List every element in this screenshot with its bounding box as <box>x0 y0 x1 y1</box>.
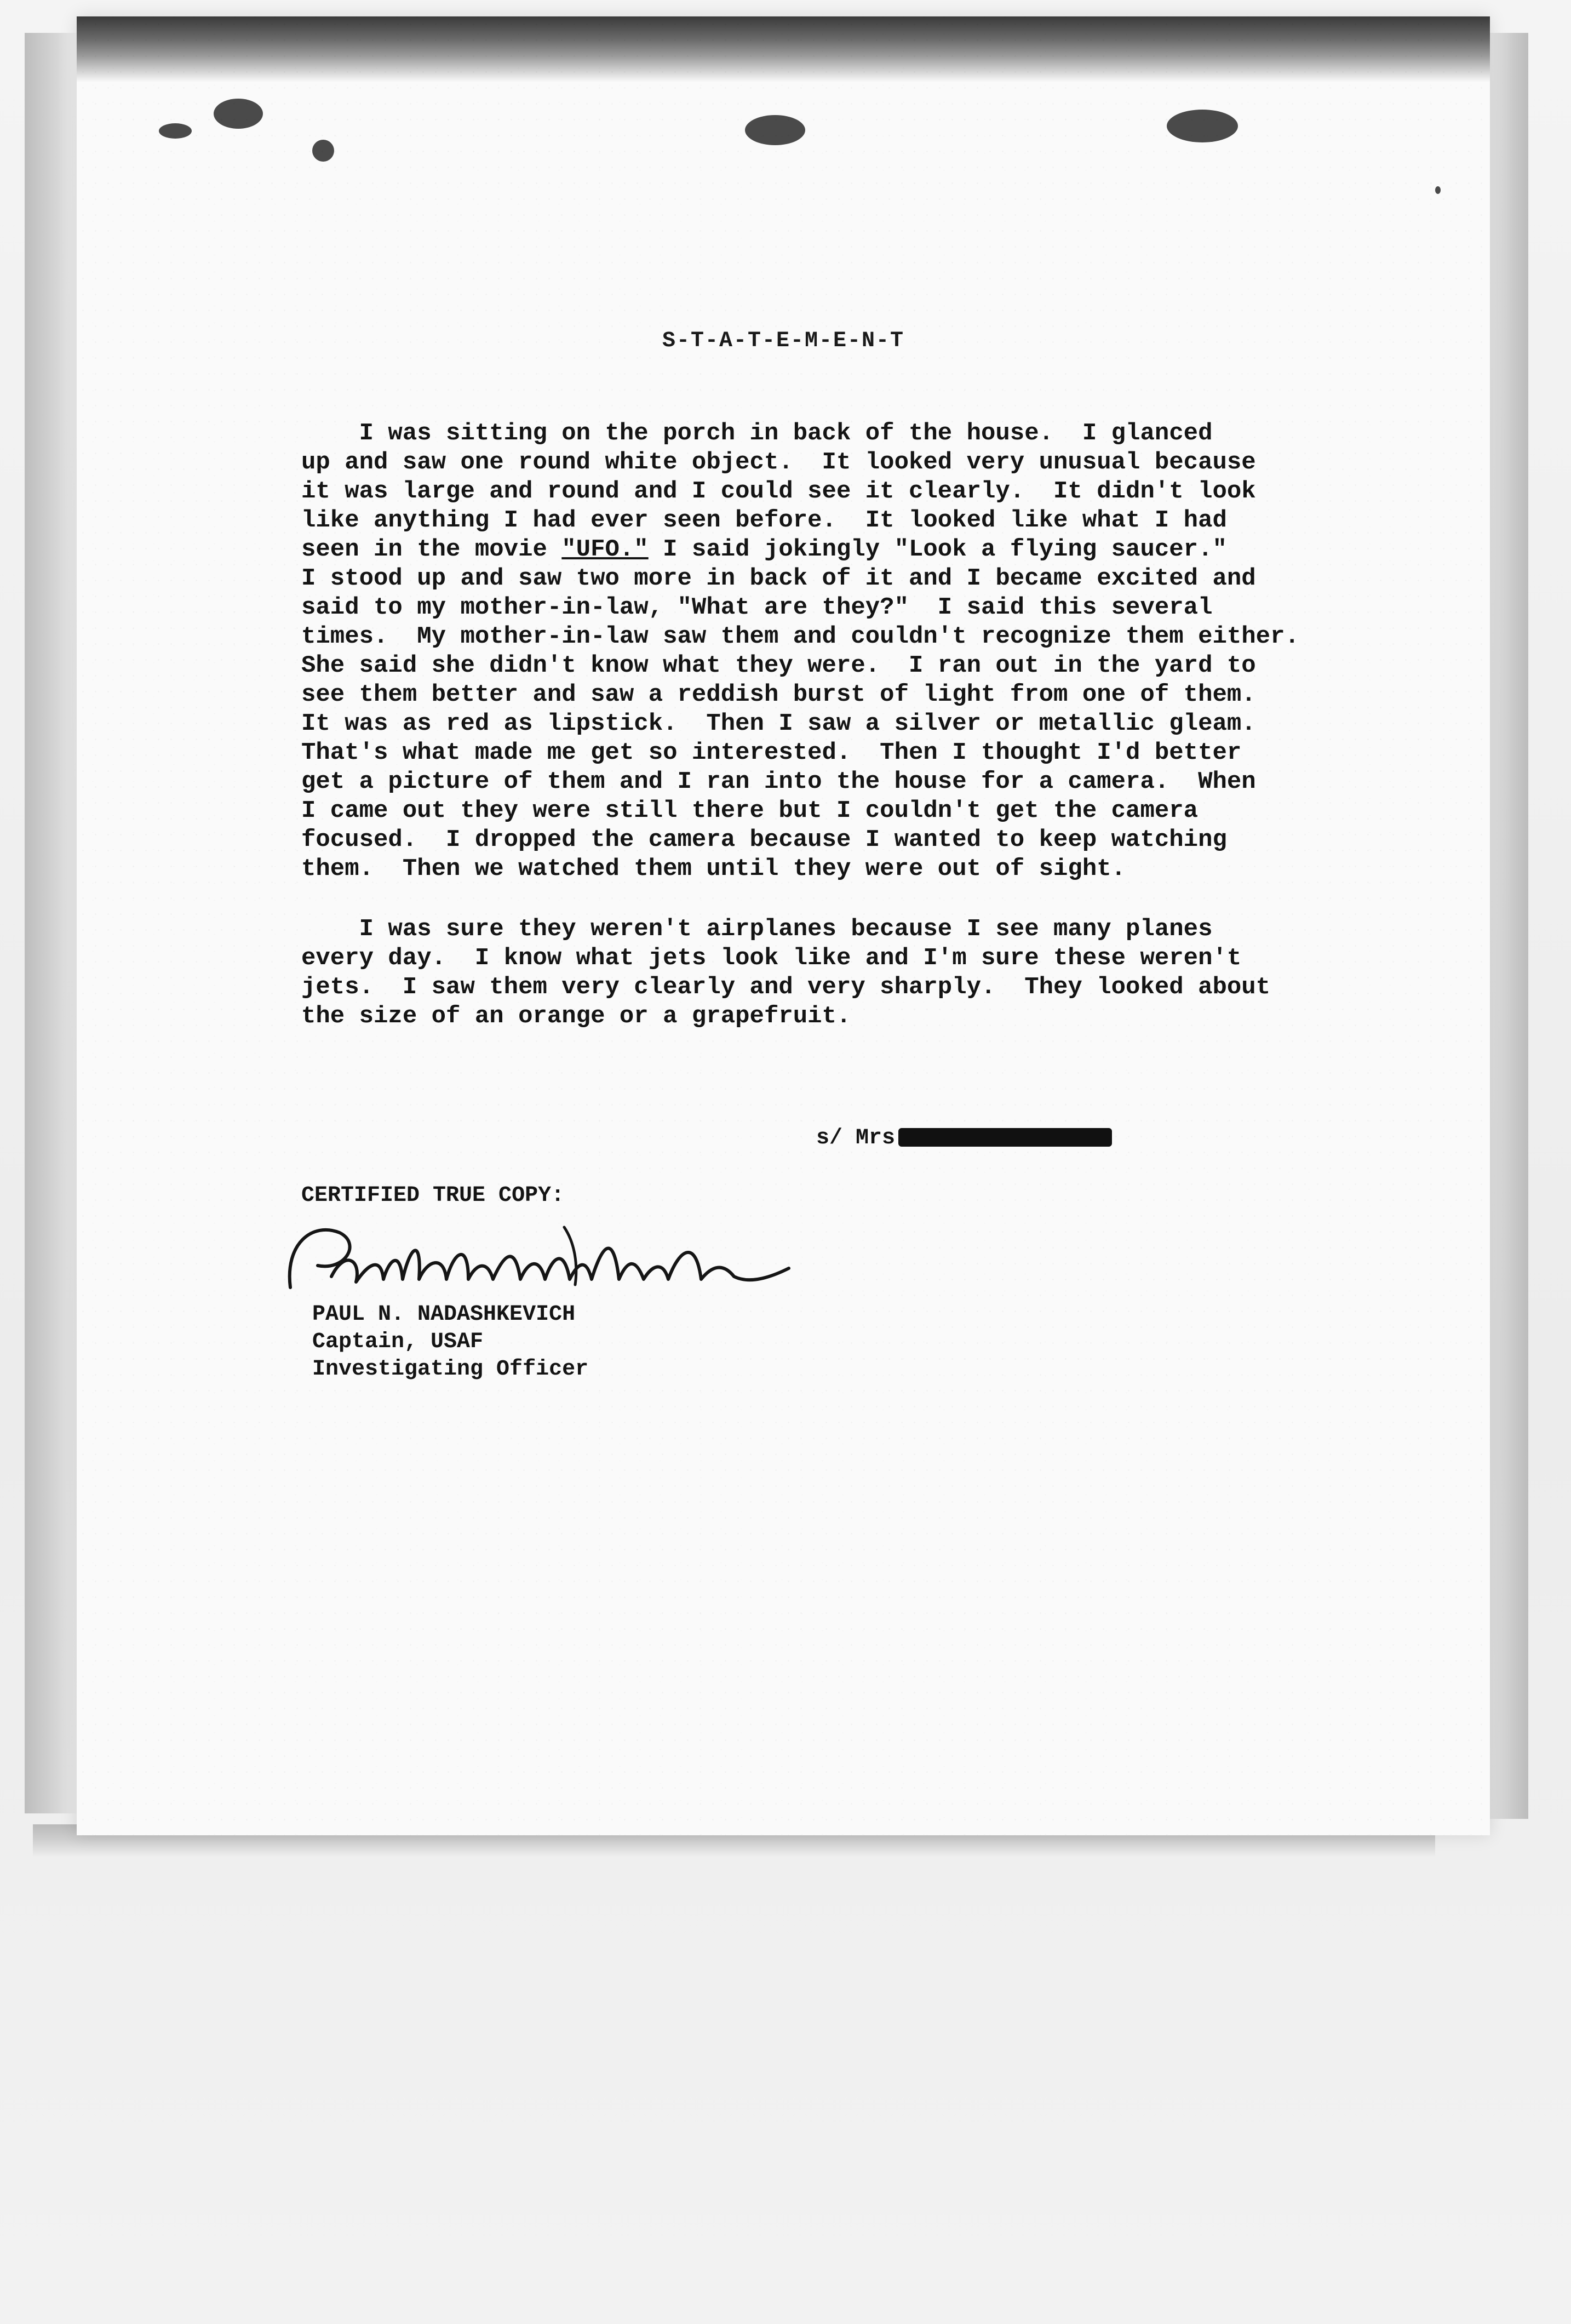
officer-block <box>312 1301 588 1383</box>
statement-line: it was large and round and I could see it clearly. It didn't look <box>301 478 1256 505</box>
statement-line: I stood up and saw two more in back of it and I became excited and <box>301 565 1256 592</box>
statement-line: I was sure they weren't airplanes because I see many planes <box>301 915 1213 943</box>
statement-line-part: I said jokingly "Look a flying saucer." <box>648 536 1227 563</box>
signature-prefix: s/ Mrs <box>816 1126 896 1150</box>
statement-line: get a picture of them and I ran into the house for a camera. When <box>301 768 1256 795</box>
statement-line <box>301 535 1342 564</box>
statement-line: up and saw one round white object. It looked very unusual because <box>301 449 1256 476</box>
statement-line: every day. I know what jets look like and I'm sure these weren't <box>301 945 1242 972</box>
statement-paragraph-1 <box>301 419 1342 884</box>
statement-line: That's what made me get so interested. Then I thought I'd better <box>301 739 1242 766</box>
statement-line: see them better and saw a reddish burst of light from one of them. <box>301 681 1256 708</box>
statement-line: I came out they were still there but I couldn't get the camera <box>301 797 1199 825</box>
signature-line <box>816 1126 1112 1150</box>
certification-label: CERTIFIED TRUE COPY: <box>301 1183 565 1208</box>
statement-line: focused. I dropped the camera because I wanted to keep watching <box>301 826 1227 854</box>
statement-line: jets. I saw them very clearly and very sharply. They looked about <box>301 974 1271 1001</box>
statement-line: the size of an orange or a grapefruit. <box>301 1003 851 1030</box>
movie-title: "UFO." <box>561 536 649 563</box>
officer-name: PAUL N. NADASHKEVICH <box>312 1302 576 1327</box>
statement-line: I was sitting on the porch in back of the house. I glanced <box>301 420 1213 447</box>
left-edge-shadow <box>25 33 79 1813</box>
statement-line: It was as red as lipstick. Then I saw a silver or metallic gleam. <box>301 710 1256 737</box>
document-title: S-T-A-T-E-M-E-N-T <box>662 329 905 353</box>
officer-rank: Captain, USAF <box>312 1330 484 1354</box>
redacted-name <box>898 1128 1112 1147</box>
document-page <box>77 16 1490 1835</box>
statement-line: She said she didn't know what they were. I ran out in the yard to <box>301 652 1256 679</box>
statement-line: said to my mother-in-law, "What are they?" I said this several <box>301 594 1213 621</box>
statement-paragraph-2 <box>301 915 1342 1031</box>
statement-line: them. Then we watched them until they were out of sight. <box>301 855 1126 883</box>
statement-line: times. My mother-in-law saw them and couldn't recognize them either. <box>301 623 1299 650</box>
officer-role: Investigating Officer <box>312 1357 589 1382</box>
handwritten-signature <box>279 1211 800 1304</box>
statement-line: like anything I had ever seen before. It looked like what I had <box>301 507 1227 534</box>
statement-line-part: seen in the movie <box>301 536 562 563</box>
